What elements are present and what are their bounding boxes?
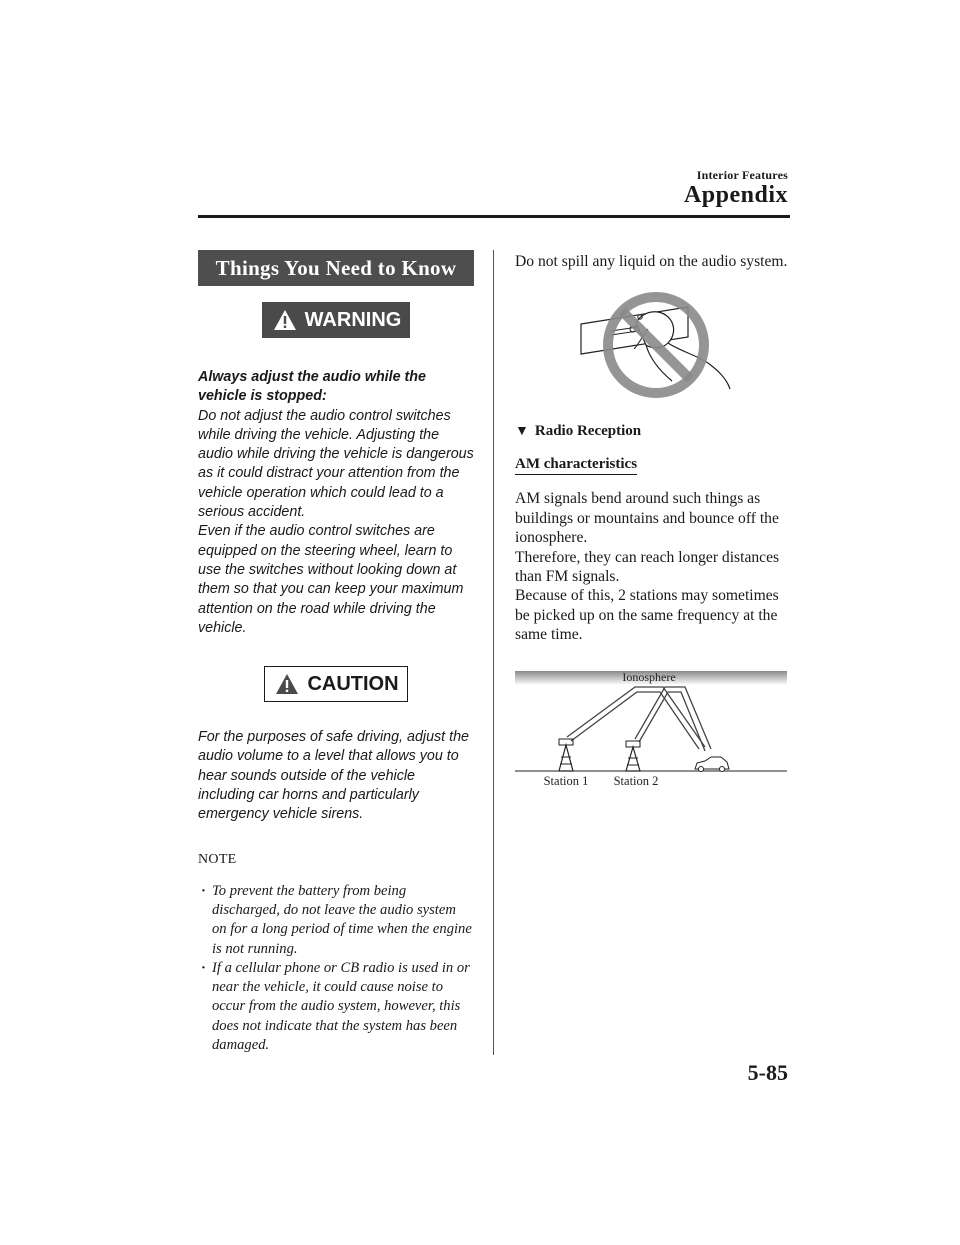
caution-box-wrap — [198, 666, 474, 702]
header-rule — [198, 215, 790, 218]
am-paragraph-3: Because of this, 2 stations may sometimes be picked up on the same frequency at the same time. — [515, 587, 779, 644]
header-chapter: Appendix — [683, 182, 788, 208]
station-1-tower-icon — [559, 739, 573, 771]
radio-reception-heading — [515, 423, 790, 440]
triangle-down-icon: ▼ — [515, 423, 529, 439]
page-number: 5-85 — [747, 1060, 788, 1085]
ionosphere-diagram — [515, 669, 787, 799]
am-characteristics-heading: AM characteristics — [515, 456, 637, 475]
no-liquid-spill-illustration — [576, 289, 731, 401]
note-item: · If a cellular phone or CB radio is used in or near the vehicle, it could cause noise to occur from the audio system, however, this does not indicate that the system has been damaged. — [198, 959, 474, 1055]
caution-triangle-icon — [275, 673, 299, 695]
station-1-label: Station 1 — [543, 773, 589, 788]
section-title: Things You Need to Know — [198, 250, 474, 286]
am-paragraph-1: AM signals bend around such things as buildings or mountains and bounce off the ionosphere. — [515, 490, 779, 547]
warning-body-2: Even if the audio control switches are equipped on the steering wheel, learn to use the switches without looking down at them so that you can keep your maximum attention on the road while driving the vehicle. — [198, 523, 464, 636]
left-column — [198, 250, 474, 1055]
note-list — [198, 882, 474, 1056]
station-2-label: Station 2 — [613, 773, 659, 788]
caution-label: CAUTION — [307, 672, 399, 695]
radio-reception-label: Radio Reception — [534, 423, 642, 440]
warning-box — [262, 302, 411, 338]
column-divider — [493, 250, 494, 1055]
right-column — [515, 252, 790, 799]
station-2-tower-icon — [626, 741, 640, 771]
warning-lead: Always adjust the audio while the vehicle is stopped: — [198, 369, 426, 405]
spill-text: Do not spill any liquid on the audio system. — [515, 253, 788, 270]
warning-box-wrap — [198, 286, 474, 338]
caution-box — [264, 666, 407, 702]
ionosphere-label: Ionosphere — [622, 669, 676, 684]
note-title: NOTE — [198, 851, 237, 867]
am-paragraph-2: Therefore, they can reach longer distances than FM signals. — [515, 548, 780, 586]
warning-body: Do not adjust the audio control switches while driving the vehicle. Adjusting the audio while driving the vehicle is dangerous as it could distract your attention from the vehicle operation which could lead to a serious accident. — [198, 407, 474, 521]
warning-label: WARNING — [304, 308, 402, 331]
warning-triangle-icon — [273, 309, 297, 331]
note-item: · To prevent the battery from being discharged, do not leave the audio system on for a long period of time when the engine is not running. — [198, 882, 474, 959]
header-section: Interior Features — [696, 168, 788, 182]
car-icon — [695, 757, 729, 772]
caution-body: For the purposes of safe driving, adjust the audio volume to a level that allows you to hear sounds outside of the vehicle including car horns and particularly emergency vehicle sirens. — [198, 729, 469, 823]
